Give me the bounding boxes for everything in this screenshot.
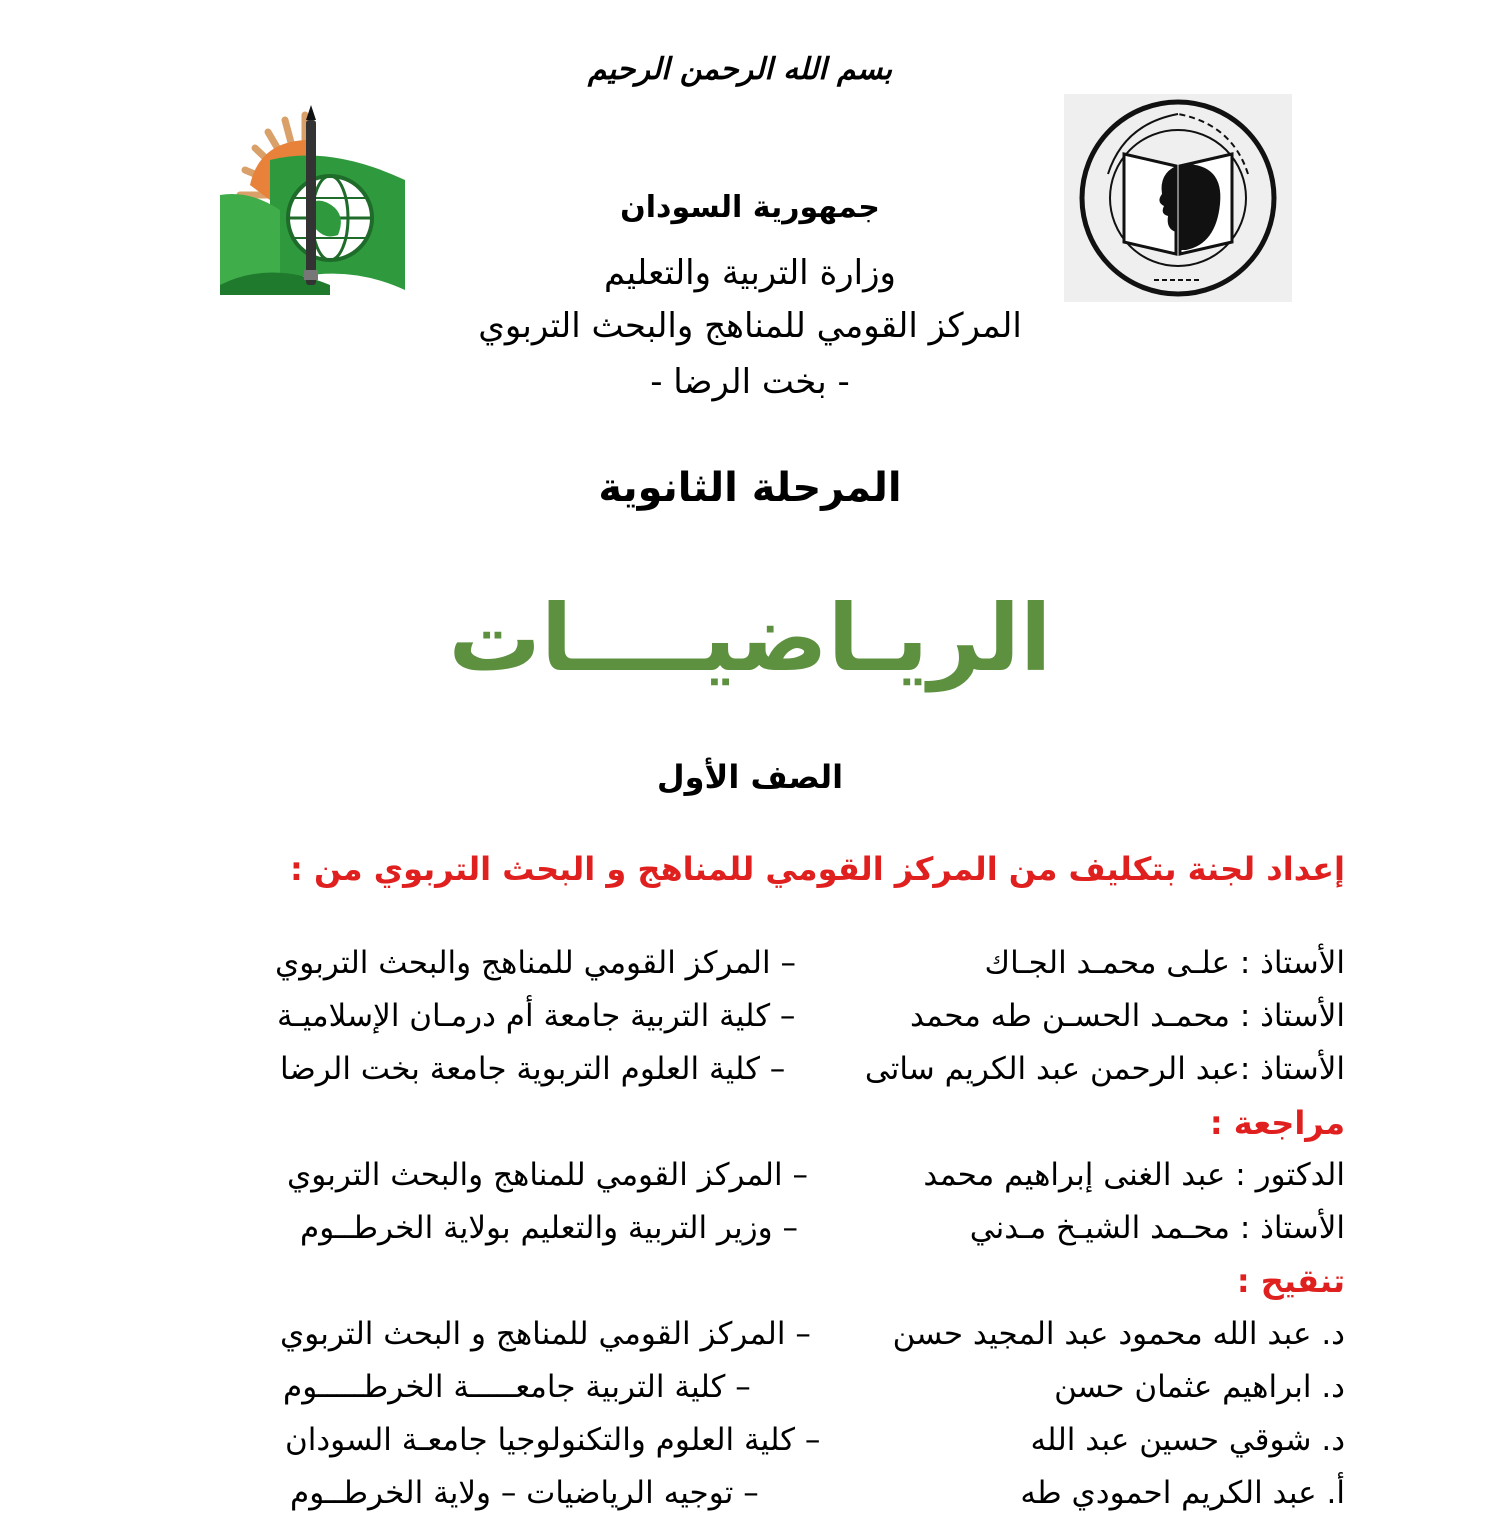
- credit-row: [205, 1051, 1345, 1097]
- member-name: الدكتور : عبد الغنى إبراهيم محمد: [923, 1157, 1345, 1193]
- grade-level: الصف الأول: [656, 758, 844, 796]
- member-affiliation: – كلية التربية جامعة أم درمـان الإسلاميـة: [277, 998, 796, 1034]
- basmala: بسم الله الرحمن الرحيم: [587, 52, 893, 87]
- credit-row: [205, 1157, 1345, 1203]
- member-name: الأستاذ : محمـد الحسـن طه محمد: [910, 998, 1345, 1034]
- credit-row: [205, 1422, 1345, 1468]
- member-name: أ. عبد الكريم احمودي طه: [1020, 1475, 1345, 1511]
- ministry-emblem-icon: [210, 100, 410, 300]
- credit-row: [205, 1369, 1345, 1415]
- member-name: د. شوقي حسين عبد الله: [1030, 1422, 1345, 1458]
- credit-row: [205, 998, 1345, 1044]
- member-name: الأستاذ : علـى محمـد الجـاك: [984, 945, 1345, 981]
- member-affiliation: – المركز القومي للمناهج و البحث التربوي: [280, 1316, 811, 1352]
- credit-row: [205, 1475, 1345, 1521]
- credit-row: [205, 1316, 1345, 1362]
- member-name: د. ابراهيم عثمان حسن: [1054, 1369, 1345, 1405]
- member-affiliation: – كلية التربية جامعـــــة الخرطـــــوم: [283, 1369, 751, 1405]
- member-affiliation: – كلية العلوم والتكنولوجيا جامعـة السودان: [285, 1422, 821, 1458]
- branch-name: - بخت الرضا -: [650, 362, 850, 402]
- member-affiliation: – المركز القومي للمناهج والبحث التربوي: [275, 945, 796, 981]
- revision-heading: تنقيح :: [1236, 1262, 1345, 1300]
- member-affiliation: – توجيه الرياضيات – ولاية الخرطــوم: [290, 1475, 759, 1511]
- ministry-emblem-logo: [210, 100, 410, 300]
- member-name: الأستاذ : محـمد الشيـخ مـدني: [969, 1210, 1345, 1246]
- subject-title: الريـاضيــــات: [448, 585, 1052, 692]
- member-affiliation: – كلية العلوم التربوية جامعة بخت الرضا: [280, 1051, 786, 1087]
- member-affiliation: – وزير التربية والتعليم بولاية الخرطــوم: [300, 1210, 798, 1246]
- review-heading: مراجعة :: [1209, 1104, 1345, 1142]
- member-affiliation: – المركز القومي للمناهج والبحث التربوي: [287, 1157, 808, 1193]
- preparation-heading: إعداد لجنة بتكليف من المركز القومي للمناهج و البحث التربوي من :: [290, 850, 1345, 888]
- country-name: جمهورية السودان: [620, 190, 880, 225]
- member-name: د. عبد الله محمود عبد المجيد حسن: [892, 1316, 1345, 1352]
- credit-row: [205, 1210, 1345, 1256]
- member-name: الأستاذ :عبد الرحمن عبد الكريم ساتى: [864, 1051, 1345, 1087]
- education-stage: المرحلة الثانوية: [598, 465, 902, 511]
- ministry-name: وزارة التربية والتعليم: [604, 253, 896, 293]
- credit-row: [205, 945, 1345, 991]
- center-name: المركز القومي للمناهج والبحث التربوي: [478, 306, 1022, 346]
